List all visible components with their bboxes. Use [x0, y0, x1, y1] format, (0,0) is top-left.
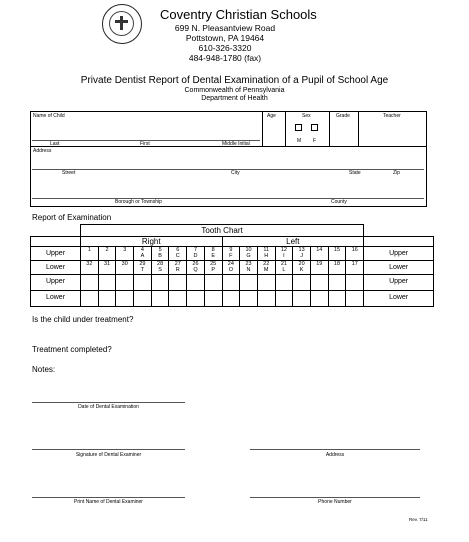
tooth-cell: 27 R	[169, 261, 187, 275]
tooth-finding-cell[interactable]	[187, 275, 205, 291]
tooth-cell: 32	[81, 261, 99, 275]
tooth-cell: 9 F	[222, 247, 240, 261]
under-treatment-question: Is the child under treatment?	[32, 315, 134, 324]
tooth-cell: 23 N	[240, 261, 258, 275]
tooth-cell: 15	[328, 247, 346, 261]
tooth-cell: 12 I	[275, 247, 293, 261]
school-seal	[102, 4, 142, 44]
upper-findings-label-right: Upper	[364, 275, 434, 291]
tooth-cell: 24 O	[222, 261, 240, 275]
tooth-finding-cell[interactable]	[169, 291, 187, 307]
tooth-cell: 5 B	[151, 247, 169, 261]
street-label: Street	[62, 170, 76, 176]
middle-initial-label: Middle Initial	[222, 141, 250, 147]
tooth-finding-cell[interactable]	[310, 275, 328, 291]
tooth-cell: 31	[98, 261, 116, 275]
tooth-cell: 14	[310, 247, 328, 261]
tooth-finding-cell[interactable]	[81, 275, 99, 291]
address-line-1: 699 N. Pleasantview Road	[174, 23, 276, 33]
tooth-finding-cell[interactable]	[204, 275, 222, 291]
tooth-cell: 18	[328, 261, 346, 275]
tooth-finding-cell[interactable]	[328, 291, 346, 307]
tooth-finding-cell[interactable]	[293, 291, 311, 307]
tooth-cell: 6 C	[169, 247, 187, 261]
teacher-label: Teacher	[383, 113, 401, 119]
tooth-finding-cell[interactable]	[257, 291, 275, 307]
school-name: Coventry Christian Schools	[160, 7, 317, 22]
tooth-finding-cell[interactable]	[187, 291, 205, 307]
print-name-line[interactable]	[32, 497, 185, 498]
tooth-cell: 21 L	[275, 261, 293, 275]
female-checkbox[interactable]	[311, 124, 318, 131]
tooth-finding-cell[interactable]	[134, 275, 152, 291]
pupil-info-box	[30, 111, 427, 207]
tooth-finding-cell[interactable]	[328, 275, 346, 291]
tooth-finding-cell[interactable]	[346, 291, 364, 307]
name-of-child-label: Name of Child	[33, 113, 65, 119]
tooth-cell: 7 D	[187, 247, 205, 261]
tooth-cell: 13 J	[293, 247, 311, 261]
form-subtitle-1: Commonwealth of Pennsylvania	[184, 87, 285, 94]
tooth-cell: 28 S	[151, 261, 169, 275]
tooth-finding-cell[interactable]	[240, 275, 258, 291]
tooth-finding-cell[interactable]	[169, 275, 187, 291]
tooth-finding-cell[interactable]	[134, 291, 152, 307]
treatment-completed-question: Treatment completed?	[32, 345, 112, 354]
tooth-cell: 25 P	[204, 261, 222, 275]
lower-findings-label: Lower	[31, 291, 81, 307]
tooth-chart	[30, 224, 434, 307]
tooth-cell: 2	[98, 247, 116, 261]
lower-teeth-row	[31, 261, 434, 275]
notes-label: Notes:	[32, 365, 56, 374]
tooth-finding-cell[interactable]	[98, 275, 116, 291]
address-line-2: Pottstown, PA 19464	[185, 33, 265, 43]
date-line[interactable]	[32, 402, 185, 403]
tooth-finding-cell[interactable]	[151, 291, 169, 307]
sex-label: Sex	[302, 113, 311, 119]
revision-note: Rev. 7/11	[409, 517, 428, 522]
signature-line[interactable]	[32, 449, 185, 450]
tooth-finding-cell[interactable]	[310, 291, 328, 307]
tooth-finding-cell[interactable]	[151, 275, 169, 291]
tooth-finding-cell[interactable]	[204, 291, 222, 307]
upper-findings-row	[31, 275, 434, 291]
upper-row-label: Upper	[31, 247, 81, 261]
tooth-cell: 17	[346, 261, 364, 275]
left-label: Left	[222, 237, 364, 247]
city-label: City	[231, 170, 240, 176]
tooth-cell: 30	[116, 261, 134, 275]
report-heading: Report of Examination	[32, 213, 112, 222]
address-line[interactable]	[250, 449, 420, 450]
tooth-cell: 4 A	[134, 247, 152, 261]
male-checkbox[interactable]	[295, 124, 302, 131]
tooth-finding-cell[interactable]	[81, 291, 99, 307]
lower-findings-label-right: Lower	[364, 291, 434, 307]
last-name-label: Last	[50, 141, 60, 147]
tooth-finding-cell[interactable]	[98, 291, 116, 307]
tooth-finding-cell[interactable]	[275, 275, 293, 291]
male-label: M	[297, 138, 302, 144]
lower-row-label-right: Lower	[364, 261, 434, 275]
grade-label: Grade	[336, 113, 350, 119]
phone-number-label: Phone Number	[318, 499, 352, 505]
fax-line: 484-948-1780 (fax)	[188, 53, 262, 63]
tooth-finding-cell[interactable]	[346, 275, 364, 291]
tooth-cell: 10 G	[240, 247, 258, 261]
zip-label: Zip	[393, 170, 400, 176]
phone-line: 610-326-3320	[198, 43, 252, 53]
county-label: County	[331, 199, 347, 205]
tooth-finding-cell[interactable]	[257, 275, 275, 291]
female-label: F	[313, 138, 317, 144]
signature-label: Signature of Dental Examiner	[75, 452, 142, 458]
tooth-cell: 3	[116, 247, 134, 261]
upper-teeth-row	[31, 247, 434, 261]
tooth-cell: 20 K	[293, 261, 311, 275]
right-label: Right	[81, 237, 223, 247]
lower-row-label: Lower	[31, 261, 81, 275]
examiner-address-label: Address	[325, 452, 345, 458]
tooth-finding-cell[interactable]	[222, 291, 240, 307]
age-label: Age	[267, 113, 276, 119]
phone-line-field[interactable]	[250, 497, 420, 498]
tooth-finding-cell[interactable]	[293, 275, 311, 291]
address-label: Address	[33, 148, 52, 154]
tooth-cell: 29 T	[134, 261, 152, 275]
tooth-cell: 1	[81, 247, 99, 261]
tooth-finding-cell[interactable]	[275, 291, 293, 307]
form-subtitle-2: Department of Health	[201, 95, 268, 102]
tooth-finding-cell[interactable]	[116, 291, 134, 307]
tooth-cell: 16	[346, 247, 364, 261]
first-name-label: First	[140, 141, 150, 147]
tooth-cell: 19	[310, 261, 328, 275]
date-label: Date of Dental Examination	[78, 404, 139, 410]
tooth-chart-title: Tooth Chart	[81, 225, 364, 237]
tooth-finding-cell[interactable]	[116, 275, 134, 291]
tooth-cell: 11 H	[257, 247, 275, 261]
print-name-label: Print Name of Dental Examiner	[74, 499, 143, 505]
form-title: Private Dentist Report of Dental Examination of a Pupil of School Age	[80, 75, 389, 86]
tooth-finding-cell[interactable]	[240, 291, 258, 307]
state-label: State	[349, 170, 361, 176]
tooth-cell: 8 E	[204, 247, 222, 261]
upper-findings-label: Upper	[31, 275, 81, 291]
tooth-cell: 22 M	[257, 261, 275, 275]
upper-row-label-right: Upper	[364, 247, 434, 261]
tooth-finding-cell[interactable]	[222, 275, 240, 291]
lower-findings-row	[31, 291, 434, 307]
borough-label: Borough or Township	[115, 199, 162, 205]
tooth-cell: 26 Q	[187, 261, 205, 275]
